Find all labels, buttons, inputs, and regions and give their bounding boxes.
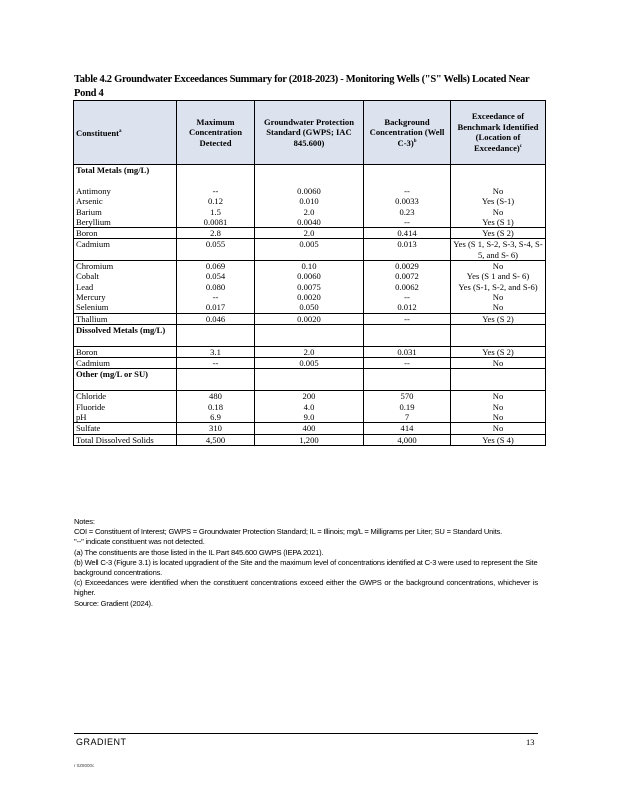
exceedances-table bbox=[73, 100, 546, 446]
gwps-cell: 0.005 bbox=[255, 358, 364, 369]
group-header-row bbox=[74, 369, 546, 391]
background-cell: 414 bbox=[364, 423, 451, 434]
constituent-name: Lead bbox=[74, 282, 177, 292]
exceedance-cell: No bbox=[451, 358, 546, 369]
table-row bbox=[74, 412, 546, 423]
max-concentration-cell: 4,500 bbox=[177, 434, 255, 445]
table-row bbox=[74, 196, 546, 206]
note-a: (a) The constituents are those listed in the IL Part 845.600 GWPS (IEPA 2021). bbox=[74, 547, 324, 557]
header-gwps: Groundwater Protection Standard (GWPS; IAC 845.600) bbox=[255, 101, 364, 165]
exceedance-cell: No bbox=[451, 391, 546, 402]
gwps-cell: 2.0 bbox=[255, 228, 364, 239]
table-row bbox=[74, 391, 546, 402]
exceedance-cell: Yes (S 2) bbox=[451, 228, 546, 239]
exceedance-cell: Yes (S-1, S-2, and S-6) bbox=[451, 282, 546, 292]
background-cell: -- bbox=[364, 186, 451, 196]
exceedance-cell: Yes (S 4) bbox=[451, 434, 546, 445]
group-spacer-cell bbox=[364, 369, 451, 391]
table-row bbox=[74, 292, 546, 302]
max-concentration-cell: 6.9 bbox=[177, 412, 255, 423]
footer-divider bbox=[74, 733, 538, 734]
notes-abbreviations: COI = Constituent of Interest; GWPS = Groundwater Protection Standard; IL = Illinois; mg/L = Milligrams per Liter; SU = Standard Units. bbox=[74, 527, 503, 537]
group-spacer-cell bbox=[451, 324, 546, 346]
header-background: Background Concentration (Well C-3)$^b$ bbox=[364, 101, 451, 165]
exceedance-cell: No bbox=[451, 423, 546, 434]
background-cell: 0.0072 bbox=[364, 271, 451, 281]
constituent-name: Total Dissolved Solids bbox=[74, 434, 177, 445]
page-number: 13 bbox=[526, 737, 535, 747]
header-max-concentration: Maximum Concentration Detected bbox=[177, 101, 255, 165]
header-constituent: Constituent$^a$ bbox=[74, 101, 177, 165]
exceedance-cell: Yes (S 1, S-2, S-3, S-4, S-5, and S- 6) bbox=[451, 239, 546, 261]
max-concentration-cell: 0.017 bbox=[177, 302, 255, 313]
table-row bbox=[74, 217, 546, 228]
constituent-name: Mercury bbox=[74, 292, 177, 302]
note-c: (c) Exceedances were identified when the constituent concentrations exceed either the GWPS or the background concentrations, whichever is higher. bbox=[74, 578, 538, 598]
background-cell: 0.0033 bbox=[364, 196, 451, 206]
group-spacer-cell bbox=[364, 324, 451, 346]
gwps-cell: 2.0 bbox=[255, 207, 364, 217]
background-cell: -- bbox=[364, 313, 451, 324]
exceedance-cell: No bbox=[451, 292, 546, 302]
max-concentration-cell: 0.046 bbox=[177, 313, 255, 324]
table-row bbox=[74, 423, 546, 434]
table-row bbox=[74, 282, 546, 292]
gwps-cell: 9.0 bbox=[255, 412, 364, 423]
constituent-name: Selenium bbox=[74, 302, 177, 313]
background-cell: 0.23 bbox=[364, 207, 451, 217]
gwps-cell: 0.050 bbox=[255, 302, 364, 313]
gwps-cell: 0.0060 bbox=[255, 186, 364, 196]
constituent-name: pH bbox=[74, 412, 177, 423]
exceedance-cell: Yes (S 1) bbox=[451, 217, 546, 228]
exceedance-cell: Yes (S-1) bbox=[451, 196, 546, 206]
background-cell: 570 bbox=[364, 391, 451, 402]
exceedance-cell: Yes (S 2) bbox=[451, 313, 546, 324]
max-concentration-cell: 0.080 bbox=[177, 282, 255, 292]
table-header-row bbox=[74, 101, 546, 165]
group-label: Total Metals (mg/L) bbox=[74, 165, 177, 187]
gwps-cell: 0.010 bbox=[255, 196, 364, 206]
gwps-cell: 0.0020 bbox=[255, 313, 364, 324]
constituent-name: Beryllium bbox=[74, 217, 177, 228]
table-row bbox=[74, 239, 546, 261]
max-concentration-cell: 0.069 bbox=[177, 261, 255, 272]
exceedance-cell: No bbox=[451, 207, 546, 217]
constituent-name: Boron bbox=[74, 346, 177, 357]
note-b: (b) Well C-3 (Figure 3.1) is located upgradient of the Site and the maximum level of concentrations identified at C-3 were used to represent the Site background concentrations. bbox=[74, 557, 538, 578]
background-cell: 7 bbox=[364, 412, 451, 423]
table-row bbox=[74, 228, 546, 239]
max-concentration-cell: 3.1 bbox=[177, 346, 255, 357]
group-spacer-cell bbox=[364, 165, 451, 187]
group-spacer-cell bbox=[177, 324, 255, 346]
constituent-name: Thallium bbox=[74, 313, 177, 324]
background-cell: -- bbox=[364, 358, 451, 369]
background-cell: -- bbox=[364, 217, 451, 228]
gwps-cell: 1,200 bbox=[255, 434, 364, 445]
max-concentration-cell: 0.18 bbox=[177, 402, 255, 412]
gwps-cell: 2.0 bbox=[255, 346, 364, 357]
notes-heading: Notes: bbox=[74, 517, 95, 526]
max-concentration-cell: 480 bbox=[177, 391, 255, 402]
footer-logo: GRADIENT bbox=[76, 737, 127, 747]
exceedance-cell: No bbox=[451, 302, 546, 313]
group-spacer-cell bbox=[177, 369, 255, 391]
table-notes bbox=[74, 517, 538, 609]
table-title: Table 4.2 Groundwater Exceedances Summary for (2018-2023) - Monitoring Wells ("S" Wells) Located Near Pond 4 bbox=[74, 74, 530, 99]
max-concentration-cell: 0.12 bbox=[177, 196, 255, 206]
exceedance-cell: No bbox=[451, 402, 546, 412]
header-exceedance: Exceedance of Benchmark Identified (Location of Exceedance)$^c$ bbox=[451, 101, 546, 165]
background-cell: 0.012 bbox=[364, 302, 451, 313]
background-cell: 0.031 bbox=[364, 346, 451, 357]
constituent-name: Antimony bbox=[74, 186, 177, 196]
table-row bbox=[74, 402, 546, 412]
group-spacer-cell bbox=[177, 165, 255, 187]
constituent-name: Chromium bbox=[74, 261, 177, 272]
max-concentration-cell: 0.055 bbox=[177, 239, 255, 261]
table-row bbox=[74, 271, 546, 281]
notes-source: Source: Gradient (2024). bbox=[74, 598, 153, 608]
constituent-name: Fluoride bbox=[74, 402, 177, 412]
group-spacer-cell bbox=[451, 369, 546, 391]
exceedance-cell: Yes (S 1 and S- 6) bbox=[451, 271, 546, 281]
max-concentration-cell: 1.5 bbox=[177, 207, 255, 217]
max-concentration-cell: 0.0081 bbox=[177, 217, 255, 228]
exceedance-cell: Yes (S 2) bbox=[451, 346, 546, 357]
group-spacer-cell bbox=[451, 165, 546, 187]
group-label: Other (mg/L or SU) bbox=[74, 369, 177, 391]
table-row bbox=[74, 261, 546, 272]
table-row bbox=[74, 346, 546, 357]
exceedance-cell: No bbox=[451, 261, 546, 272]
gwps-cell: 0.0020 bbox=[255, 292, 364, 302]
table-row bbox=[74, 313, 546, 324]
constituent-name: Sulfate bbox=[74, 423, 177, 434]
gwps-cell: 4.0 bbox=[255, 402, 364, 412]
notes-dash: "--" indicate constituent was not detected. bbox=[74, 537, 205, 547]
table-row bbox=[74, 358, 546, 369]
table-row bbox=[74, 302, 546, 313]
background-cell: 0.19 bbox=[364, 402, 451, 412]
gwps-cell: 0.10 bbox=[255, 261, 364, 272]
table-body bbox=[74, 165, 546, 446]
background-cell: 0.013 bbox=[364, 239, 451, 261]
background-cell: 0.0062 bbox=[364, 282, 451, 292]
table-row bbox=[74, 186, 546, 196]
background-cell: 4,000 bbox=[364, 434, 451, 445]
max-concentration-cell: 310 bbox=[177, 423, 255, 434]
background-cell: -- bbox=[364, 292, 451, 302]
max-concentration-cell: -- bbox=[177, 292, 255, 302]
table-row bbox=[74, 207, 546, 217]
constituent-name: Arsenic bbox=[74, 196, 177, 206]
constituent-name: Cadmium bbox=[74, 358, 177, 369]
max-concentration-cell: -- bbox=[177, 358, 255, 369]
exceedance-cell: No bbox=[451, 186, 546, 196]
group-header-row bbox=[74, 165, 546, 187]
group-header-row bbox=[74, 324, 546, 346]
group-spacer-cell bbox=[255, 165, 364, 187]
document-code: r 0Z8000c bbox=[74, 763, 95, 768]
gwps-cell: 0.0060 bbox=[255, 271, 364, 281]
background-cell: 0.414 bbox=[364, 228, 451, 239]
max-concentration-cell: 2.8 bbox=[177, 228, 255, 239]
max-concentration-cell: 0.054 bbox=[177, 271, 255, 281]
gwps-cell: 0.005 bbox=[255, 239, 364, 261]
gwps-cell: 0.0040 bbox=[255, 217, 364, 228]
constituent-name: Boron bbox=[74, 228, 177, 239]
constituent-name: Barium bbox=[74, 207, 177, 217]
group-spacer-cell bbox=[255, 369, 364, 391]
max-concentration-cell: -- bbox=[177, 186, 255, 196]
constituent-name: Chloride bbox=[74, 391, 177, 402]
gwps-cell: 400 bbox=[255, 423, 364, 434]
exceedance-cell: No bbox=[451, 412, 546, 423]
gwps-cell: 0.0075 bbox=[255, 282, 364, 292]
constituent-name: Cobalt bbox=[74, 271, 177, 281]
group-spacer-cell bbox=[255, 324, 364, 346]
constituent-name: Cadmium bbox=[74, 239, 177, 261]
group-label: Dissolved Metals (mg/L) bbox=[74, 324, 177, 346]
table-row bbox=[74, 434, 546, 445]
gwps-cell: 200 bbox=[255, 391, 364, 402]
background-cell: 0.0029 bbox=[364, 261, 451, 272]
